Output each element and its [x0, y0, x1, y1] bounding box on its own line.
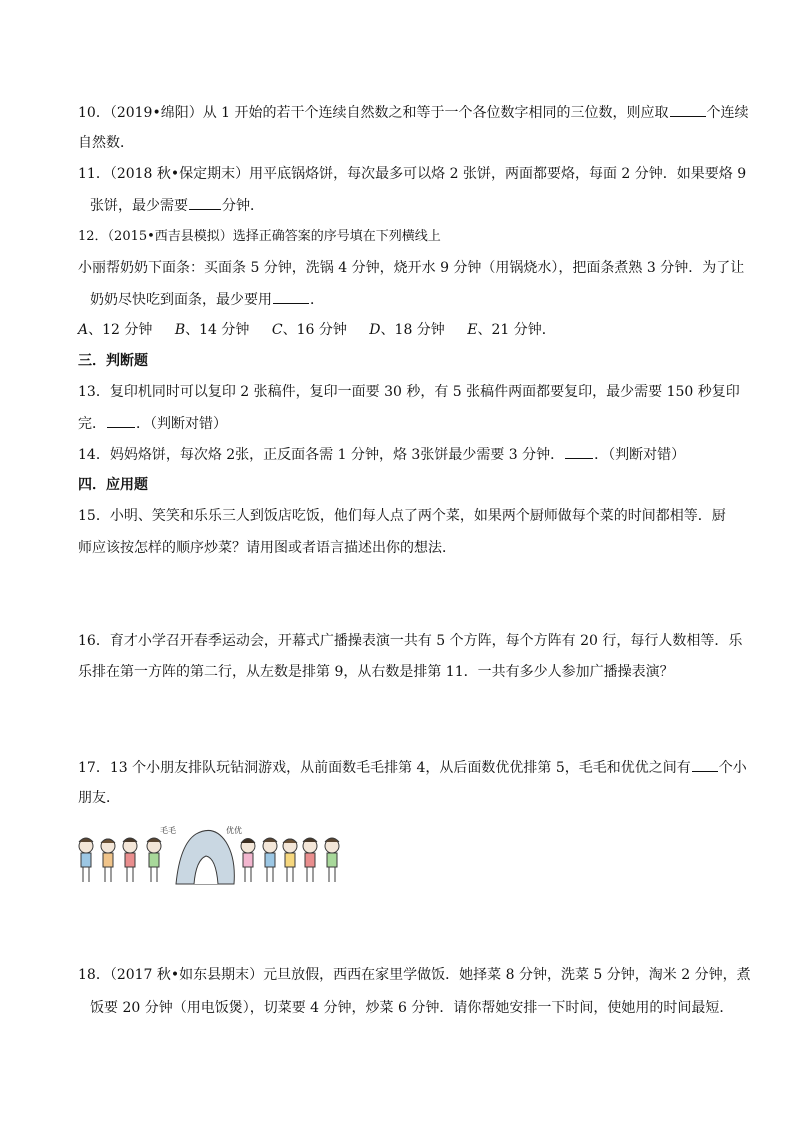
q11-answer-blank[interactable]: [189, 195, 221, 210]
child-figure: [325, 838, 339, 882]
figure-label-maomao: 毛毛: [160, 826, 176, 835]
choice-a[interactable]: [78, 322, 152, 338]
q14-text: 14．妈妈烙饼，每次烙 2张，正反面各需 1 分钟，烙 3张饼最少需要 3 分钟．: [78, 447, 565, 463]
q10-text-end: 个连续: [706, 105, 749, 121]
q13-text-2: 完．: [78, 416, 106, 432]
choice-c-letter: C: [271, 322, 283, 338]
q17-line-1: [78, 757, 747, 778]
q13-line-1: [78, 382, 740, 402]
q11-text-2-end: 分钟．: [222, 198, 264, 214]
child-figure: [123, 838, 137, 882]
q12-answer-blank[interactable]: [273, 289, 309, 304]
q11-line-2: [90, 195, 734, 216]
q14-answer-blank[interactable]: [565, 444, 593, 459]
choice-a-text: 、12 分钟: [88, 322, 153, 338]
child-figure: [263, 838, 277, 882]
q16-line-2: [78, 662, 734, 682]
q18-line-2: [90, 998, 734, 1018]
q18-line-1: [78, 965, 751, 985]
choice-e-text: 、21 分钟．: [477, 322, 556, 338]
q12-text-2: 小丽帮奶奶下面条：买面条 5 分钟，洗锅 4 分钟，烧开水 9 分钟（用锅烧水），把面条煮熟 3 分钟．为了让: [78, 260, 745, 276]
q13-answer-blank[interactable]: [107, 413, 135, 428]
q12-text-3: 奶奶尽快吃到面条，最少要用: [90, 292, 272, 308]
choice-b-letter: B: [174, 322, 186, 338]
choice-d-text: 、18 分钟: [380, 322, 445, 338]
q17-answer-blank[interactable]: [692, 757, 718, 772]
q12-choices: [78, 320, 734, 340]
choice-e-letter: E: [467, 322, 478, 338]
q13-line-2: [78, 413, 734, 434]
figure-label-youyou: 优优: [226, 826, 242, 835]
q18-text-2: 饭要 20 分钟（用电饭煲），切菜要 4 分钟，炒菜 6 分钟．请你帮她安排一下时间，使她用的时间最短．: [90, 1000, 734, 1016]
q16-line-1: [78, 631, 743, 651]
q17-text-end: 个小: [718, 760, 747, 776]
q10-line-1: [78, 102, 749, 123]
child-figure: [303, 838, 317, 882]
q12-line-1: [78, 227, 734, 247]
q17-line-2: [78, 788, 734, 808]
choice-a-letter: A: [78, 322, 89, 338]
q10-answer-blank[interactable]: [670, 102, 706, 117]
q15-line-2: [78, 538, 734, 558]
q14-text-end: ．（判断对错）: [594, 447, 686, 463]
q15-text: 15．小明、笑笑和乐乐三人到饭店吃饭，他们每人点了两个菜，如果两个厨师做每个菜的时间都相等．厨: [78, 508, 726, 524]
q16-text-2: 乐排在第一方阵的第二行，从左数是排第 9，从右数是排第 11．一共有多少人参加广播操表演？: [78, 664, 674, 680]
q15-text-2: 师应该按怎样的顺序炒菜？请用图或者语言描述出你的想法．: [78, 540, 456, 556]
q10-line-2: [78, 133, 734, 153]
choice-b-text: 、14 分钟: [185, 322, 250, 338]
q17-text: 17．13 个小朋友排队玩钻洞游戏，从前面数毛毛排第 4，从后面数优优排第 5，毛毛和优优之间有: [78, 760, 691, 776]
q13-text: 13．复印机同时可以复印 2 张稿件，复印一面要 30 秒，有 5 张稿件两面都要复印，最少需要 150 秒复印: [78, 384, 740, 400]
q12-text: 12．（2015•西吉县模拟）选择正确答案的序号填在下列横线上: [78, 229, 441, 244]
q16-text: 16．育才小学召开春季运动会，开幕式广播操表演一共有 5 个方阵，每个方阵有 20 行，每行人数相等．乐: [78, 633, 743, 649]
section-heading-application: 四．应用题: [78, 477, 148, 493]
q15-line-1: [78, 506, 734, 526]
q12-line-3: [90, 289, 734, 310]
q10-text: 10．（2019•绵阳）从 1 开始的若干个连续自然数之和等于一个各位数字相同的三位数，则应取: [78, 105, 669, 121]
q12-line-2: [78, 258, 745, 278]
choice-c[interactable]: [272, 322, 347, 338]
choice-d[interactable]: [369, 322, 445, 338]
q12-text-3-end: ．: [310, 292, 324, 308]
child-figure: [283, 839, 297, 882]
child-figure-youyou: [241, 839, 255, 883]
children-queue-illustration: [76, 824, 352, 886]
children-queue-drawing: [76, 824, 352, 886]
q13-text-2-end: ．（判断对错）: [136, 416, 227, 432]
child-figure-maomao: [147, 838, 161, 882]
q11-text: 11．（2018 秋•保定期末）用平底锅烙饼，每次最多可以烙 2 张饼，两面都要烙，每面 2 分钟．如果要烙 9: [78, 166, 747, 182]
choice-e[interactable]: [467, 322, 556, 338]
q14-line-1: [78, 444, 734, 465]
choice-d-letter: D: [369, 322, 381, 338]
q18-text: 18．（2017 秋•如东县期末）元旦放假，西西在家里学做饭．她择菜 8 分钟，洗菜 5 分钟，淘米 2 分钟，煮: [78, 967, 751, 983]
choice-b[interactable]: [175, 322, 250, 338]
q11-line-1: [78, 164, 747, 184]
section-heading-judgement: 三．判断题: [78, 353, 148, 369]
q10-text-2: 自然数．: [78, 135, 134, 151]
q11-text-2: 张饼，最少需要: [90, 198, 188, 214]
q17-text-2: 朋友．: [78, 790, 120, 806]
child-figure: [101, 839, 115, 882]
choice-c-text: 、16 分钟: [282, 322, 347, 338]
child-figure: [79, 838, 93, 882]
